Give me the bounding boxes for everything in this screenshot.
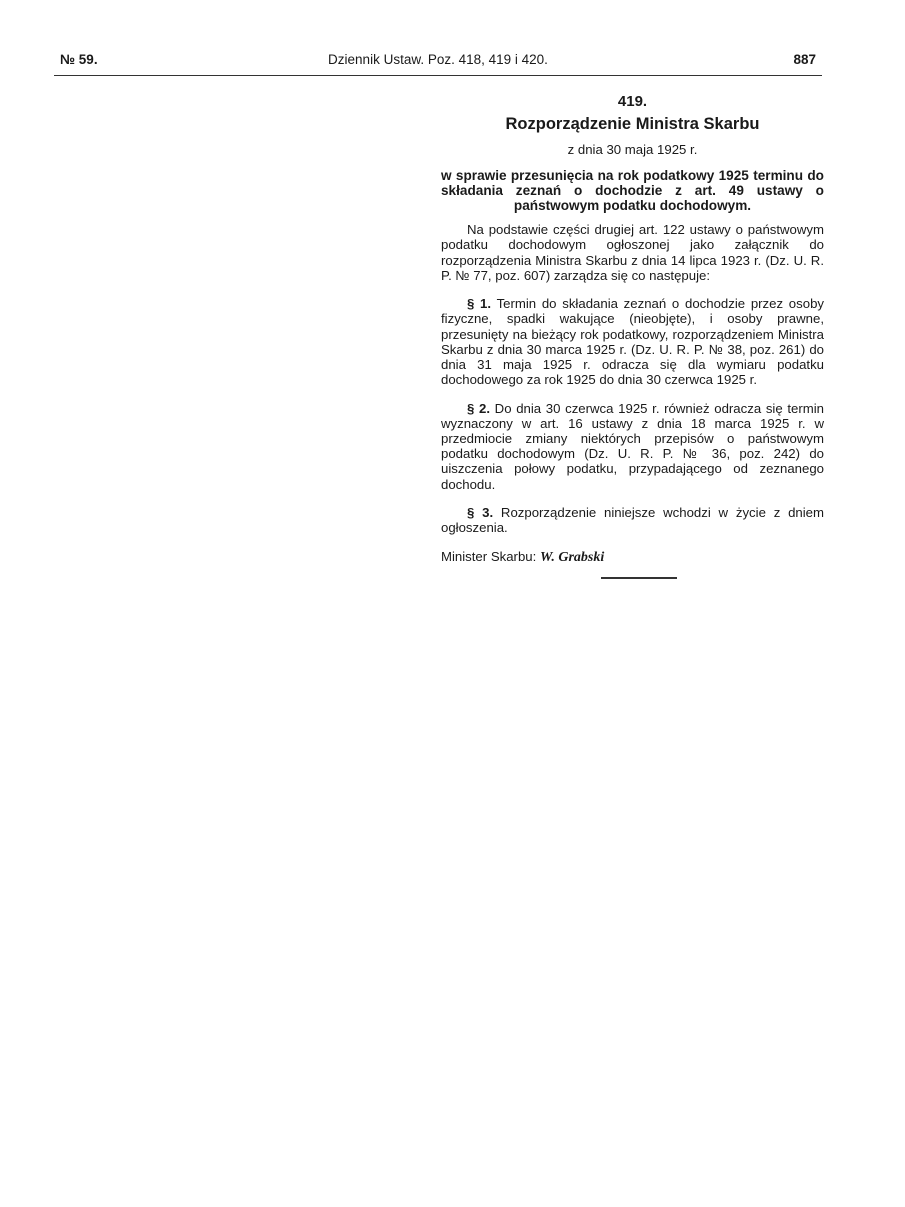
section-2 (441, 401, 824, 492)
end-divider (601, 577, 677, 579)
section-2-mark: § 2. (467, 400, 490, 416)
journal-reference: Dziennik Ustaw. Poz. 418, 419 i 420. (328, 52, 548, 67)
section-1-mark: § 1. (467, 296, 492, 312)
signature (441, 549, 824, 565)
section-1-text: Termin do składania zeznań o dochodzie przez osoby fizyczne, spadki wakujące (nieobjęte), i osoby prawne, przesunięty na bieżący rok podatkowy, rozporządzeniem Ministra Skarbu z dnia 30 marca 1925 r. (Dz. U. R. P. № 38, poz. 261) do dnia 31 maja 1925 r. odracza się dla wymiaru podatku dochodowego za rok 1925 do dnia 30 czerwca 1925 r. (441, 296, 824, 388)
section-2-text: Do dnia 30 czerwca 1925 r. również odracza się termin wyznaczony w art. 16 ustawy z dnia 18 marca 1925 r. w przedmiocie zmiany niektórych przepisów o państwowym podatku dochodowym (Dz. U. R. P. № 36, poz. 242) do uiszczenia połowy podatku, przypadającego od zeznanego dochodu. (441, 400, 824, 492)
page-header (56, 52, 820, 72)
page-number: 887 (793, 52, 816, 67)
header-divider (54, 75, 822, 76)
section-3-text: Rozporządzenie niniejsze wchodzi w życie z dniem ogłoszenia. (441, 505, 824, 536)
section-3-mark: § 3. (467, 505, 494, 521)
section-1 (441, 296, 824, 387)
signature-name: W. Grabski (539, 549, 605, 565)
regulation-date: z dnia 30 maja 1925 r. (567, 142, 698, 158)
signature-role: Minister Skarbu: (441, 548, 537, 564)
item-number: 419. (617, 93, 648, 110)
regulation-subject: w sprawie przesunięcia na rok podatkowy 1925 terminu do składania zeznań o dochodzie z art. 49 ustawy o państwowym podatku dochodowym. (441, 167, 824, 214)
issue-number: № 59. (60, 52, 98, 67)
regulation-column (441, 92, 824, 579)
preamble: Na podstawie części drugiej art. 122 ustawy o państwowym podatku dochodowym ogłoszonej jako załącznik do rozporządzenia Ministra Skarbu z dnia 14 lipca 1923 r. (Dz. U. R. P. № 77, poz. 607) zarządza się co następuje: (441, 222, 824, 283)
section-3 (441, 505, 824, 535)
regulation-title: Rozporządzenie Ministra Skarbu (505, 115, 760, 134)
